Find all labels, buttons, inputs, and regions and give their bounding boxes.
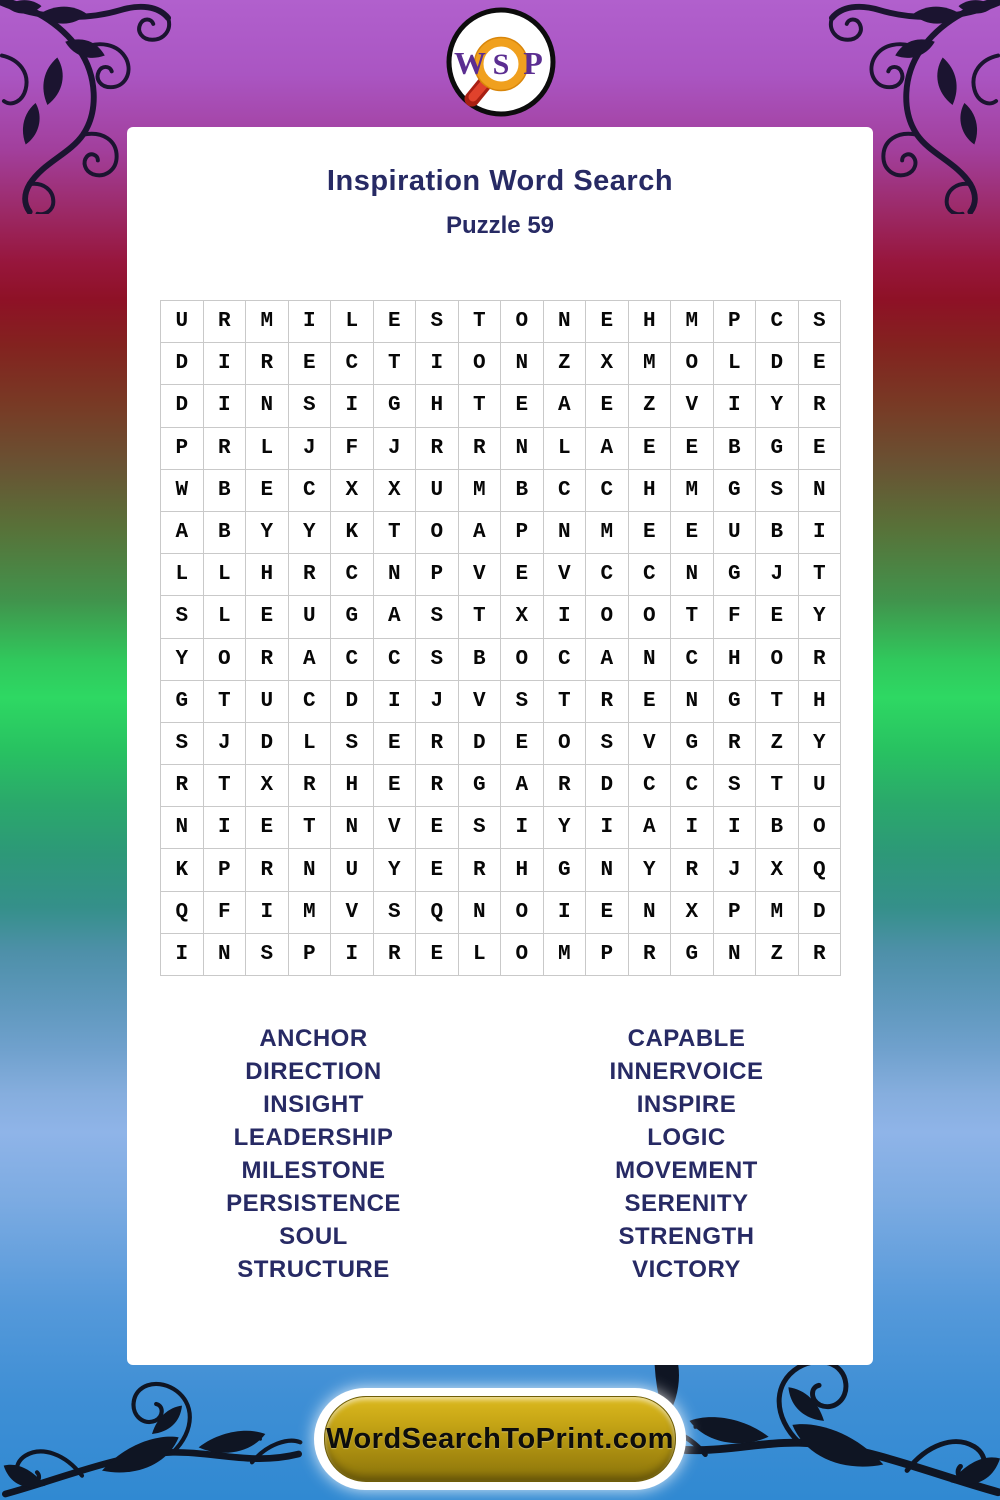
grid-cell: C (331, 343, 374, 385)
grid-cell: N (161, 807, 204, 849)
grid-cell: M (629, 343, 672, 385)
grid-cell: S (161, 596, 204, 638)
grid-cell: S (416, 596, 459, 638)
grid-cell: G (756, 428, 799, 470)
grid-cell: I (204, 343, 247, 385)
grid-cell: P (204, 849, 247, 891)
grid-cell: E (374, 301, 417, 343)
grid-cell: A (586, 428, 629, 470)
grid-cell: Q (161, 892, 204, 934)
grid-cell: Q (416, 892, 459, 934)
grid-cell: S (459, 807, 502, 849)
grid-cell: N (544, 301, 587, 343)
grid-cell: N (671, 554, 714, 596)
grid-cell: X (756, 849, 799, 891)
grid-cell: R (246, 849, 289, 891)
grid-cell: L (459, 934, 502, 976)
grid-cell: C (586, 554, 629, 596)
grid-cell: N (799, 470, 842, 512)
grid-cell: I (416, 343, 459, 385)
grid-cell: S (799, 301, 842, 343)
grid-cell: V (331, 892, 374, 934)
word-item: MOVEMENT (615, 1157, 758, 1184)
grid-cell: E (629, 512, 672, 554)
grid-cell: U (331, 849, 374, 891)
grid-cell: M (289, 892, 332, 934)
grid-cell: N (714, 934, 757, 976)
grid-cell: N (331, 807, 374, 849)
word-item: INSPIRE (636, 1091, 737, 1118)
grid-cell: X (246, 765, 289, 807)
grid-cell: S (416, 639, 459, 681)
grid-cell: T (289, 807, 332, 849)
grid-cell: T (544, 681, 587, 723)
grid-cell: F (204, 892, 247, 934)
grid-cell: R (799, 639, 842, 681)
grid-cell: O (501, 301, 544, 343)
grid-cell: I (544, 596, 587, 638)
website-button[interactable] (314, 1388, 686, 1490)
word-item: PERSISTENCE (226, 1190, 401, 1217)
grid-cell: L (714, 343, 757, 385)
grid-cell: J (289, 428, 332, 470)
grid-cell: I (204, 807, 247, 849)
grid-cell: W (161, 470, 204, 512)
grid-cell: J (416, 681, 459, 723)
page-title: Inspiration Word Search (326, 165, 674, 197)
grid-cell: K (331, 512, 374, 554)
grid-cell: G (161, 681, 204, 723)
grid-cell: R (416, 723, 459, 765)
grid-cell: C (671, 765, 714, 807)
grid-cell: E (374, 765, 417, 807)
grid-cell: U (289, 596, 332, 638)
grid-cell: E (416, 807, 459, 849)
grid-cell: R (246, 343, 289, 385)
grid-cell: U (799, 765, 842, 807)
grid-cell: T (374, 343, 417, 385)
grid-cell: T (459, 596, 502, 638)
grid-cell: E (756, 596, 799, 638)
grid-cell: N (629, 892, 672, 934)
grid-cell: C (544, 470, 587, 512)
grid-cell: S (501, 681, 544, 723)
grid-cell: U (416, 470, 459, 512)
grid-cell: E (799, 428, 842, 470)
grid-cell: S (374, 892, 417, 934)
grid-cell: H (501, 849, 544, 891)
grid-cell: S (161, 723, 204, 765)
grid-cell: Y (289, 512, 332, 554)
word-list-right (500, 1022, 873, 1286)
grid-cell: A (289, 639, 332, 681)
grid-cell: R (416, 765, 459, 807)
puzzle-number: Puzzle 59 (445, 212, 555, 239)
grid-cell: N (289, 849, 332, 891)
grid-cell: V (459, 681, 502, 723)
grid-cell: D (459, 723, 502, 765)
grid-cell: I (714, 385, 757, 427)
grid-cell: C (289, 470, 332, 512)
grid-cell: E (671, 512, 714, 554)
grid-cell: S (416, 301, 459, 343)
wsp-logo (445, 6, 557, 118)
grid-cell: V (374, 807, 417, 849)
grid-cell: R (586, 681, 629, 723)
grid-cell: O (501, 639, 544, 681)
grid-cell: P (501, 512, 544, 554)
grid-cell: B (756, 807, 799, 849)
grid-cell: L (246, 428, 289, 470)
grid-cell: G (459, 765, 502, 807)
grid-cell: T (459, 301, 502, 343)
grid-cell: X (671, 892, 714, 934)
grid-cell: L (544, 428, 587, 470)
word-list-left (127, 1022, 500, 1286)
swirl-flourish-bottom-left (0, 1354, 312, 1500)
grid-cell: E (501, 723, 544, 765)
grid-cell: R (246, 639, 289, 681)
website-button-face[interactable]: WordSearchToPrint.com (324, 1396, 676, 1482)
grid-cell: T (799, 554, 842, 596)
grid-cell: J (756, 554, 799, 596)
grid-cell: F (714, 596, 757, 638)
grid-cell: S (246, 934, 289, 976)
grid-cell: Y (799, 596, 842, 638)
grid-cell: C (289, 681, 332, 723)
grid-cell: I (714, 807, 757, 849)
grid-cell: E (289, 343, 332, 385)
grid-cell: Z (629, 385, 672, 427)
grid-cell: T (671, 596, 714, 638)
grid-cell: I (331, 934, 374, 976)
grid-cell: L (204, 596, 247, 638)
grid-cell: D (586, 765, 629, 807)
grid-cell: O (459, 343, 502, 385)
word-item: STRUCTURE (237, 1256, 390, 1283)
word-list (127, 1022, 873, 1286)
grid-cell: N (629, 639, 672, 681)
grid-cell: N (459, 892, 502, 934)
grid-cell: V (459, 554, 502, 596)
grid-cell: I (289, 301, 332, 343)
grid-cell: R (289, 765, 332, 807)
grid-cell: N (374, 554, 417, 596)
grid-cell: O (204, 639, 247, 681)
grid-cell: C (629, 554, 672, 596)
grid-cell: Q (799, 849, 842, 891)
grid-cell: U (246, 681, 289, 723)
grid-cell: G (331, 596, 374, 638)
word-item: INSIGHT (263, 1091, 364, 1118)
grid-cell: H (629, 301, 672, 343)
grid-cell: B (501, 470, 544, 512)
word-item: LOGIC (647, 1124, 726, 1151)
grid-cell: D (161, 385, 204, 427)
grid-cell: S (289, 385, 332, 427)
grid-cell: I (799, 512, 842, 554)
word-item: CAPABLE (627, 1025, 746, 1052)
grid-cell: J (204, 723, 247, 765)
grid-cell: D (799, 892, 842, 934)
grid-cell: E (586, 892, 629, 934)
grid-cell: R (204, 301, 247, 343)
grid-cell: Z (756, 934, 799, 976)
grid-cell: I (331, 385, 374, 427)
grid-cell: C (629, 765, 672, 807)
grid-cell: M (671, 301, 714, 343)
grid-cell: K (161, 849, 204, 891)
grid-cell: R (416, 428, 459, 470)
grid-cell: T (756, 765, 799, 807)
grid-cell: R (459, 849, 502, 891)
grid-cell: N (246, 385, 289, 427)
grid-cell: E (374, 723, 417, 765)
grid-cell: S (756, 470, 799, 512)
grid-cell: S (331, 723, 374, 765)
grid-cell: P (586, 934, 629, 976)
grid-cell: U (161, 301, 204, 343)
grid-cell: A (501, 765, 544, 807)
grid-cell: H (799, 681, 842, 723)
grid-cell: H (629, 470, 672, 512)
grid-cell: R (289, 554, 332, 596)
grid-cell: R (671, 849, 714, 891)
grid-cell: B (756, 512, 799, 554)
grid-cell: R (714, 723, 757, 765)
grid-cell: E (416, 934, 459, 976)
word-item: ANCHOR (259, 1025, 368, 1052)
grid-cell: E (501, 385, 544, 427)
word-item: DIRECTION (245, 1058, 382, 1085)
grid-cell: N (671, 681, 714, 723)
grid-cell: M (671, 470, 714, 512)
grid-cell: R (374, 934, 417, 976)
grid-cell: L (161, 554, 204, 596)
grid-cell: Y (799, 723, 842, 765)
grid-cell: B (714, 428, 757, 470)
grid-cell: S (714, 765, 757, 807)
grid-cell: X (501, 596, 544, 638)
grid-cell: A (544, 385, 587, 427)
grid-cell: R (629, 934, 672, 976)
grid-cell: X (331, 470, 374, 512)
grid-cell: E (586, 385, 629, 427)
grid-cell: D (246, 723, 289, 765)
grid-cell: O (756, 639, 799, 681)
grid-cell: E (799, 343, 842, 385)
word-item: SERENITY (624, 1190, 749, 1217)
grid-cell: L (289, 723, 332, 765)
grid-cell: N (501, 428, 544, 470)
grid-cell: Y (629, 849, 672, 891)
grid-cell: E (629, 428, 672, 470)
grid-cell: R (204, 428, 247, 470)
grid-cell: R (544, 765, 587, 807)
grid-cell: O (629, 596, 672, 638)
grid-cell: V (544, 554, 587, 596)
grid-cell: R (799, 385, 842, 427)
grid-cell: R (799, 934, 842, 976)
grid-cell: T (459, 385, 502, 427)
grid-cell: R (459, 428, 502, 470)
grid-cell: T (756, 681, 799, 723)
grid-cell: P (289, 934, 332, 976)
grid-cell: G (671, 934, 714, 976)
grid-cell: A (374, 596, 417, 638)
grid-cell: Y (374, 849, 417, 891)
grid-cell: E (246, 470, 289, 512)
grid-cell: L (331, 301, 374, 343)
grid-cell: H (714, 639, 757, 681)
grid-cell: E (246, 807, 289, 849)
grid-cell: A (161, 512, 204, 554)
grid-cell: D (161, 343, 204, 385)
grid-cell: G (671, 723, 714, 765)
grid-cell: I (586, 807, 629, 849)
grid-cell: G (544, 849, 587, 891)
word-item: STRENGTH (618, 1223, 755, 1250)
logo-letter-s: S (492, 48, 510, 81)
grid-cell: I (671, 807, 714, 849)
grid-cell: H (331, 765, 374, 807)
grid-cell: C (544, 639, 587, 681)
grid-cell: Y (756, 385, 799, 427)
logo-letter-w: W (454, 45, 486, 81)
grid-cell: N (544, 512, 587, 554)
grid-cell: O (671, 343, 714, 385)
grid-cell: E (629, 681, 672, 723)
grid-cell: N (501, 343, 544, 385)
word-grid (160, 300, 841, 976)
grid-cell: C (586, 470, 629, 512)
grid-cell: I (161, 934, 204, 976)
grid-cell: H (246, 554, 289, 596)
grid-cell: M (246, 301, 289, 343)
grid-cell: E (586, 301, 629, 343)
grid-cell: Z (756, 723, 799, 765)
grid-cell: C (331, 554, 374, 596)
grid-cell: O (586, 596, 629, 638)
grid-cell: M (586, 512, 629, 554)
grid-cell: O (501, 892, 544, 934)
grid-cell: E (246, 596, 289, 638)
grid-cell: T (204, 765, 247, 807)
grid-cell: I (204, 385, 247, 427)
grid-cell: V (629, 723, 672, 765)
grid-cell: V (671, 385, 714, 427)
grid-cell: N (586, 849, 629, 891)
grid-cell: Y (246, 512, 289, 554)
grid-cell: I (544, 892, 587, 934)
grid-cell: C (331, 639, 374, 681)
grid-cell: E (416, 849, 459, 891)
grid-cell: U (714, 512, 757, 554)
grid-cell: X (374, 470, 417, 512)
grid-cell: O (501, 934, 544, 976)
grid-cell: Z (544, 343, 587, 385)
grid-cell: L (204, 554, 247, 596)
grid-cell: R (161, 765, 204, 807)
grid-cell: C (374, 639, 417, 681)
grid-cell: O (799, 807, 842, 849)
grid-cell: D (331, 681, 374, 723)
grid-cell: B (204, 512, 247, 554)
grid-cell: X (586, 343, 629, 385)
grid-cell: C (756, 301, 799, 343)
grid-cell: G (374, 385, 417, 427)
grid-cell: D (756, 343, 799, 385)
logo-letter-p: P (523, 45, 543, 81)
grid-cell: C (671, 639, 714, 681)
grid-cell: G (714, 681, 757, 723)
grid-cell: H (416, 385, 459, 427)
grid-cell: A (629, 807, 672, 849)
word-item: LEADERSHIP (233, 1124, 394, 1151)
word-item: VICTORY (632, 1256, 741, 1283)
grid-cell: P (714, 301, 757, 343)
grid-cell: P (416, 554, 459, 596)
word-item: INNERVOICE (609, 1058, 764, 1085)
grid-cell: N (204, 934, 247, 976)
grid-cell: M (459, 470, 502, 512)
grid-cell: T (204, 681, 247, 723)
grid-cell: P (161, 428, 204, 470)
grid-cell: A (459, 512, 502, 554)
word-item: SOUL (279, 1223, 348, 1250)
grid-cell: I (374, 681, 417, 723)
grid-cell: G (714, 470, 757, 512)
grid-cell: M (544, 934, 587, 976)
grid-cell: B (459, 639, 502, 681)
grid-cell: Y (161, 639, 204, 681)
grid-cell: Y (544, 807, 587, 849)
grid-cell: J (714, 849, 757, 891)
grid-cell: E (671, 428, 714, 470)
grid-cell: A (586, 639, 629, 681)
grid-cell: M (756, 892, 799, 934)
word-item: MILESTONE (241, 1157, 386, 1184)
grid-cell: P (714, 892, 757, 934)
grid-cell: T (374, 512, 417, 554)
grid-cell: J (374, 428, 417, 470)
grid-cell: F (331, 428, 374, 470)
grid-cell: I (501, 807, 544, 849)
grid-cell: I (246, 892, 289, 934)
grid-cell: E (501, 554, 544, 596)
grid-cell: G (714, 554, 757, 596)
grid-cell: O (416, 512, 459, 554)
grid-cell: S (586, 723, 629, 765)
grid-cell: O (544, 723, 587, 765)
grid-cell: B (204, 470, 247, 512)
